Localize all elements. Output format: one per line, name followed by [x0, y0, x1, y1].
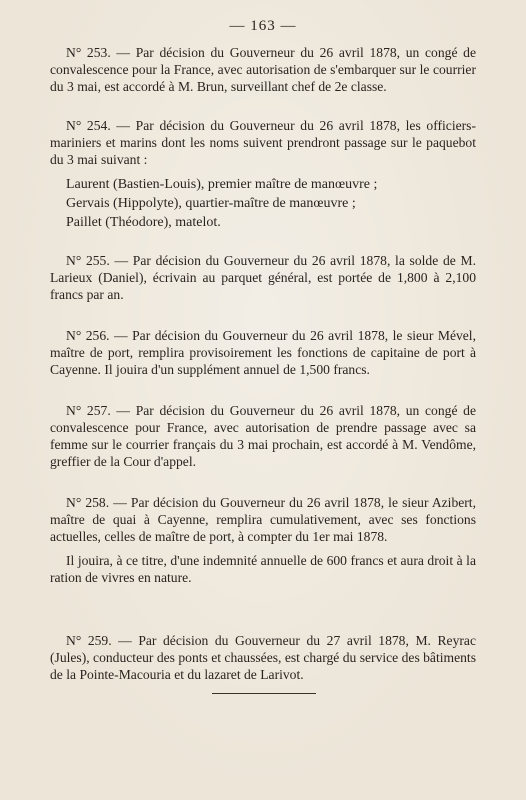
entry-253 — [50, 44, 476, 95]
entry-255 — [50, 252, 476, 303]
entry-text: — Par décision du Gouverneur du 26 avril 1878, la solde de M. Larieux (Daniel), écrivain au parquet général, est portée de 1,800 à 2,100 francs par an. — [50, 253, 476, 302]
entry-256 — [50, 327, 476, 378]
entry-number: N° 256. — [66, 328, 110, 343]
entry-258-extra: Il jouira, à ce titre, d'une indemnité annuelle de 600 francs et aura droit à la ration de vivres en nature. — [50, 553, 476, 585]
entry-text: — Par décision du Gouverneur du 26 avril 1878, les officiers-mariniers et marins dont les noms suivent prendront passage sur le paquebot du 3 mai suivant : — [50, 118, 476, 167]
entry-text: — Par décision du Gouverneur du 26 avril 1878, un congé de convalescence pour la France, avec autorisation de s'embarquer sur le courrier du 3 mai, est accordé à M. Brun, surveillant chef de 2e classe. — [50, 45, 476, 94]
list-item: Gervais (Hippolyte), quartier-maître de manœuvre ; — [66, 196, 356, 211]
entry-number: N° 253. — [66, 45, 111, 60]
entry-number: N° 258. — [66, 495, 110, 510]
entry-number: N° 259. — [66, 633, 112, 648]
entry-number: N° 257. — [66, 403, 111, 418]
entry-number: N° 255. — [66, 253, 110, 268]
entry-257 — [50, 402, 476, 470]
entry-259 — [50, 632, 476, 683]
entry-text: — Par décision du Gouverneur du 26 avril 1878, le sieur Azibert, maître de quai à Cayenne, remplira cumulativement, avec ses fonctions actuelles, celles de maître de port, à compter du 1er mai 1878. — [50, 495, 476, 544]
end-rule — [212, 693, 316, 694]
list-item: Paillet (Théodore), matelot. — [66, 215, 221, 230]
entry-text: — Par décision du Gouverneur du 27 avril 1878, M. Reyrac (Jules), conducteur des ponts et chaussées, est chargé du service des bâtiments de la Pointe-Macouria et du lazaret de Larivot. — [50, 633, 476, 682]
list-item: Laurent (Bastien-Louis), premier maître de manœuvre ; — [66, 177, 378, 192]
entry-text: — Par décision du Gouverneur du 26 avril 1878, un congé de convalescence pour France, avec autorisation de prendre passage avec sa femme sur le courrier français du 3 mai prochain, est accordé à M. Vendôme, greffier de la Cour d'appel. — [50, 403, 476, 469]
page-number: — 163 — — [229, 18, 297, 34]
entry-text: — Par décision du Gouverneur du 26 avril 1878, le sieur Mével, maître de port, remplira provisoirement les fonctions de capitaine de port à Cayenne. Il jouira d'un supplément annuel de 1,500 francs. — [50, 328, 476, 377]
entry-number: N° 254. — [66, 118, 111, 133]
document-body — [50, 44, 476, 694]
entry-254 — [50, 117, 476, 168]
entry-258 — [50, 494, 476, 545]
